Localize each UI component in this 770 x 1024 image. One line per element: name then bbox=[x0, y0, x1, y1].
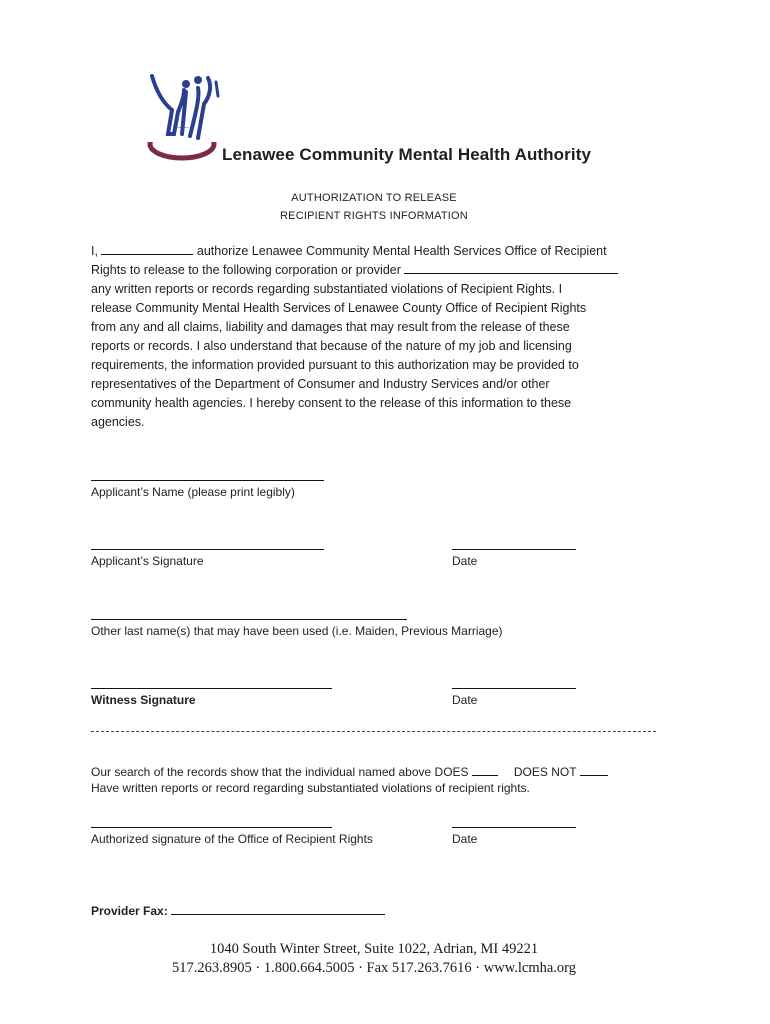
authorized-signature-line[interactable] bbox=[91, 827, 332, 828]
does-not-text: DOES NOT bbox=[513, 765, 580, 779]
applicant-signature-line[interactable] bbox=[91, 549, 324, 550]
paragraph-line: any written reports or records regarding substantiated violations of Recipient Rights. I bbox=[91, 282, 563, 296]
date-label-3: Date bbox=[452, 832, 478, 846]
records-search-text: Our search of the records show that the individual named above DOES bbox=[91, 765, 472, 779]
paragraph-line: requirements, the information provided pursuant to this authorization may be provided to bbox=[91, 358, 579, 372]
records-line-2: Have written reports or record regarding substantiated violations of recipient rights. bbox=[91, 781, 530, 795]
form-title-line-2: RECIPIENT RIGHTS INFORMATION bbox=[280, 210, 468, 222]
provider-fax-label: Provider Fax: bbox=[91, 904, 172, 918]
date-line-2[interactable] bbox=[452, 688, 576, 689]
footer-contact: 517.263.8905 · 1.800.664.5005 · Fax 517.263.7616 · www.lcmha.org bbox=[172, 960, 576, 976]
form-title-line-1: AUTHORIZATION TO RELEASE bbox=[291, 192, 457, 204]
paragraph-line-2 bbox=[91, 261, 671, 280]
line1-suffix: authorize Lenawee Community Mental Health Services Office of Recipient bbox=[193, 244, 607, 258]
date-line-1[interactable] bbox=[452, 549, 576, 550]
paragraph-line: release Community Mental Health Services of Lenawee County Office of Recipient Rights bbox=[91, 301, 587, 315]
footer-address: 1040 South Winter Street, Suite 1022, Adrian, MI 49221 bbox=[209, 941, 539, 957]
applicant-name-label: Applicant’s Name (please print legibly) bbox=[91, 485, 295, 499]
recipient-name-blank[interactable] bbox=[101, 242, 193, 255]
paragraph-line: reports or records. I also understand that because of the nature of my job and licensing bbox=[91, 339, 572, 353]
logo-figures-icon bbox=[146, 72, 226, 164]
authorized-signature-label: Authorized signature of the Office of Recipient Rights bbox=[91, 832, 373, 846]
provider-fax-row bbox=[91, 902, 385, 918]
paragraph-line: agencies. bbox=[91, 415, 145, 429]
date-line-3[interactable] bbox=[452, 827, 576, 828]
paragraph-line: representatives of the Department of Consumer and Industry Services and/or other bbox=[91, 377, 550, 391]
line2-prefix: Rights to release to the following corporation or provider bbox=[91, 263, 405, 277]
does-checkbox-blank[interactable] bbox=[472, 763, 498, 776]
paragraph-line: from any and all claims, liability and damages that may result from the release of these bbox=[91, 320, 570, 334]
line1-prefix: I, bbox=[91, 244, 102, 258]
section-separator bbox=[91, 731, 656, 732]
applicant-name-line[interactable] bbox=[91, 480, 324, 481]
witness-signature-line[interactable] bbox=[91, 688, 332, 689]
provider-fax-blank[interactable] bbox=[171, 902, 385, 915]
date-label-2: Date bbox=[452, 693, 478, 707]
authorization-paragraph bbox=[91, 242, 671, 432]
paragraph-line-1 bbox=[91, 242, 671, 261]
other-names-line[interactable] bbox=[91, 619, 407, 620]
paragraph-line: community health agencies. I hereby consent to the release of this information to these bbox=[91, 396, 572, 410]
provider-name-blank[interactable] bbox=[404, 261, 618, 274]
other-names-label: Other last name(s) that may have been used (i.e. Maiden, Previous Marriage) bbox=[91, 624, 503, 638]
date-label-1: Date bbox=[452, 554, 478, 568]
witness-signature-label: Witness Signature bbox=[91, 693, 196, 707]
organization-logo bbox=[146, 72, 226, 164]
applicant-signature-label: Applicant’s Signature bbox=[91, 554, 204, 568]
does-not-checkbox-blank[interactable] bbox=[580, 763, 608, 776]
organization-title: Lenawee Community Mental Health Authority bbox=[222, 145, 592, 164]
records-search-line bbox=[91, 763, 608, 779]
